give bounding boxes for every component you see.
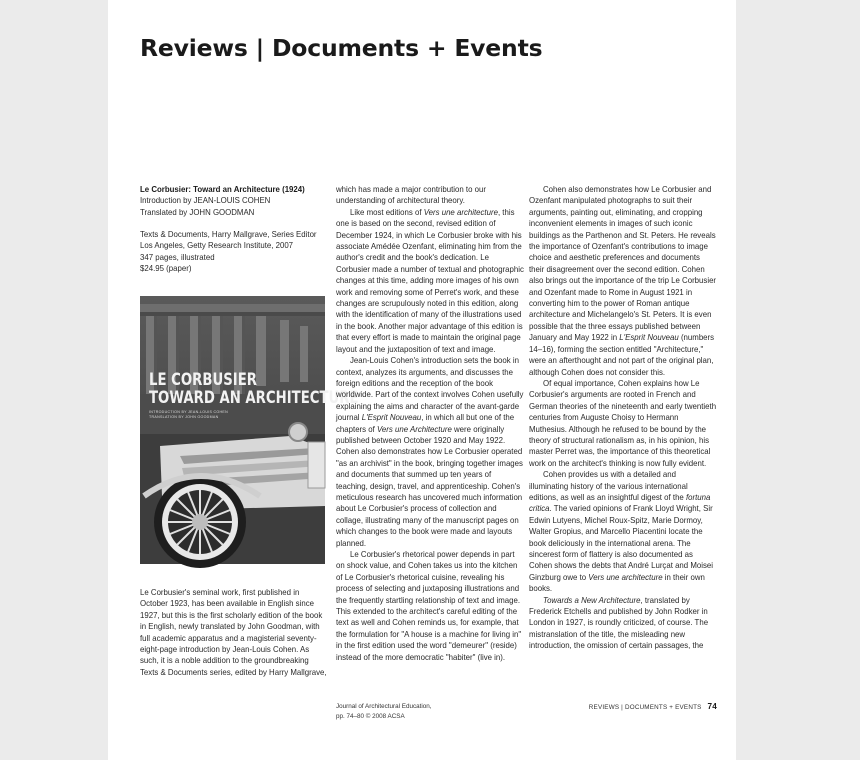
book-cover-image [140, 296, 359, 564]
review-paragraph: which has made a major contribution to our understanding of architectural theory. [336, 185, 486, 206]
review-paragraph: Towards a New Architecture, translated by Frederick Etchells and published by John Rodker in London in 1927, is roundly criticized, of course. The mistranslation of the title, the misleading new introduction, the omission of certain passages, the [529, 595, 709, 651]
review-paragraph: Le Corbusier's seminal work, first published in October 1923, has been available in English since 1927, but this is the first scholarly edition of the book in English, newly translated by John Goodman, with full academic apparatus and a magisterial seventy-eight-page introduction by Jean-Louis Cohen. As such, it is a noble addition to the groundbreaking Texts & Documents series, edited by Harry Mallgrave, [140, 588, 327, 677]
book-series: Texts & Documents, Harry Mallgrave, Series Editor [140, 230, 317, 239]
review-paragraph: Cohen also demonstrates how Le Corbusier and Ozenfant manipulated photographs to suit their arguments, painting out, eliminating, and cropping inconvenient elements in images of such iconic buildings as the Parthenon and St. Peters. He reveals the importance of Ozenfant's contributions to image choice and aesthetic preferences and documents their disagreement over the second edition. Cohen also brings out the importance of the trip Le Corbusier and Ozenfant made to Rome in August 1921 in converting him to the power of Roman antique architecture and Michelangelo's St. Peters. It is even possible that the three essays published between January and May 1922 in L'Esprit Nouveau (numbers 14–16), forming the section entitled "Architecture," were an afterthought and not part of the original plan, although Cohen does not consider this. [529, 185, 717, 377]
book-publication-details [140, 229, 328, 275]
book-translation: Translated by JOHN GOODMAN [140, 207, 255, 217]
review-column-2 [336, 184, 524, 663]
book-publisher: Los Angeles, Getty Research Institute, 2007 [140, 241, 294, 251]
review-paragraph: Le Corbusier's rhetorical power depends in part on shock value, and Cohen takes us into the kitchen of Le Corbusier's rhetorical cuisine, revealing his process of selecting and juxtaposing illustrations and the frequently startling relationship of text and image. This extended to the architect's careful editing of the text as well and Cohen reminds us, for example, that the formulation for "A house is a machine for living in" in the first edition used the word "demeurer" (reside) instead of the more democratic "habiter" (live in). [336, 550, 522, 662]
cover-photo-illustration [140, 296, 325, 564]
cover-title-line2: TOWARD AN ARCHITECTURE [149, 388, 359, 408]
footer-journal: Journal of Architectural Education, [336, 703, 432, 710]
review-paragraph: Cohen provides us with a detailed and illuminating history of the various international editions, as well as an insightful digest of the fortuna critica. The varied opinions of Frank Lloyd Wright, Sir Edwin Lutyens, Michel Roux-Spitz, Marie Dormoy, Walter Gropius, and Marcello Piacentini locate the book deliciously in the international arena. The sincerest form of flattery is also documented as Cohen shows the debts that André Lurçat and Moisei Ginzburg owe to Vers une architecture in their own books. [529, 470, 714, 594]
footer-pages-copyright: pp. 74–80 © 2008 ACSA [336, 712, 405, 720]
book-info [140, 184, 328, 218]
page-number: 74 [707, 702, 717, 711]
book-title: Le Corbusier: Toward an Architecture (1924) [140, 185, 305, 194]
review-column-1 [140, 587, 328, 678]
review-paragraph: Jean-Louis Cohen's introduction sets the book in context, analyzes its arguments, and discusses the foreign editions and the reception of the book worldwide. Part of the context involves Cohen usefully explaining the aims and character of the avant-garde journal L'Esprit Nouveau, in which all but one of the chapters of Vers une Architecture were originally published between October 1920 and May 1922. Cohen also demonstrates how Le Corbusier operated "as an archivist" in the book, bringing together images and documents that summed up ten years of teaching, design, travel, and apprenticeship. Cohen's meticulous research has uncovered much information about Le Corbusier's process of collection and collage, illustrating many of the manuscript pages on which changes to the book were made and layouts planned. [336, 356, 524, 548]
cover-credit-line2: TRANSLATION BY JOHN GOODMAN [149, 415, 219, 419]
review-column-3 [529, 184, 717, 652]
running-head-text: REVIEWS | DOCUMENTS + EVENTS [588, 704, 702, 711]
cover-credit [149, 410, 269, 420]
book-pages: 347 pages, illustrated [140, 252, 215, 262]
book-price: $24.95 (paper) [140, 264, 192, 274]
cover-title-line1: LE CORBUSIER [149, 370, 257, 390]
journal-page [108, 0, 736, 760]
review-paragraph: Of equal importance, Cohen explains how Le Corbusier's arguments are rooted in French and German theories of the nineteenth and early twentieth centuries from Auguste Choisy to Hermann Muthesius. Although he refused to be bound by the theory of structural rationalism as, in his opinion, his master Perret was, the importance of this theoretical work on the architect's thinking is now fully evident. [529, 378, 717, 468]
section-title: Reviews | Documents + Events [140, 34, 543, 62]
book-introduction: Introduction by JEAN-LOUIS COHEN [140, 196, 271, 206]
review-paragraph: Like most editions of Vers une architecture, this one is based on the second, revised edition of December 1924, in which Le Corbusier broke with his associate Amédée Ozenfant, eliminating him from the author's credit and the book's dedication. Le Corbusier made a number of textual and photographic changes at this time, adding more images of his own work and removing some of Perret's work, and these changes are scrupulously noted in this edition, along with the identification of many of the illustrations used in the book. Another major advantage of this edition is that every effort is made to maintain the original page layout and the juxtaposition of text and image. [336, 207, 524, 354]
footer-running-head [529, 702, 717, 711]
footer-citation [336, 702, 432, 721]
cover-credit-line1: INTRODUCTION BY JEAN-LOUIS COHEN [149, 410, 229, 414]
cover-title [149, 371, 359, 407]
